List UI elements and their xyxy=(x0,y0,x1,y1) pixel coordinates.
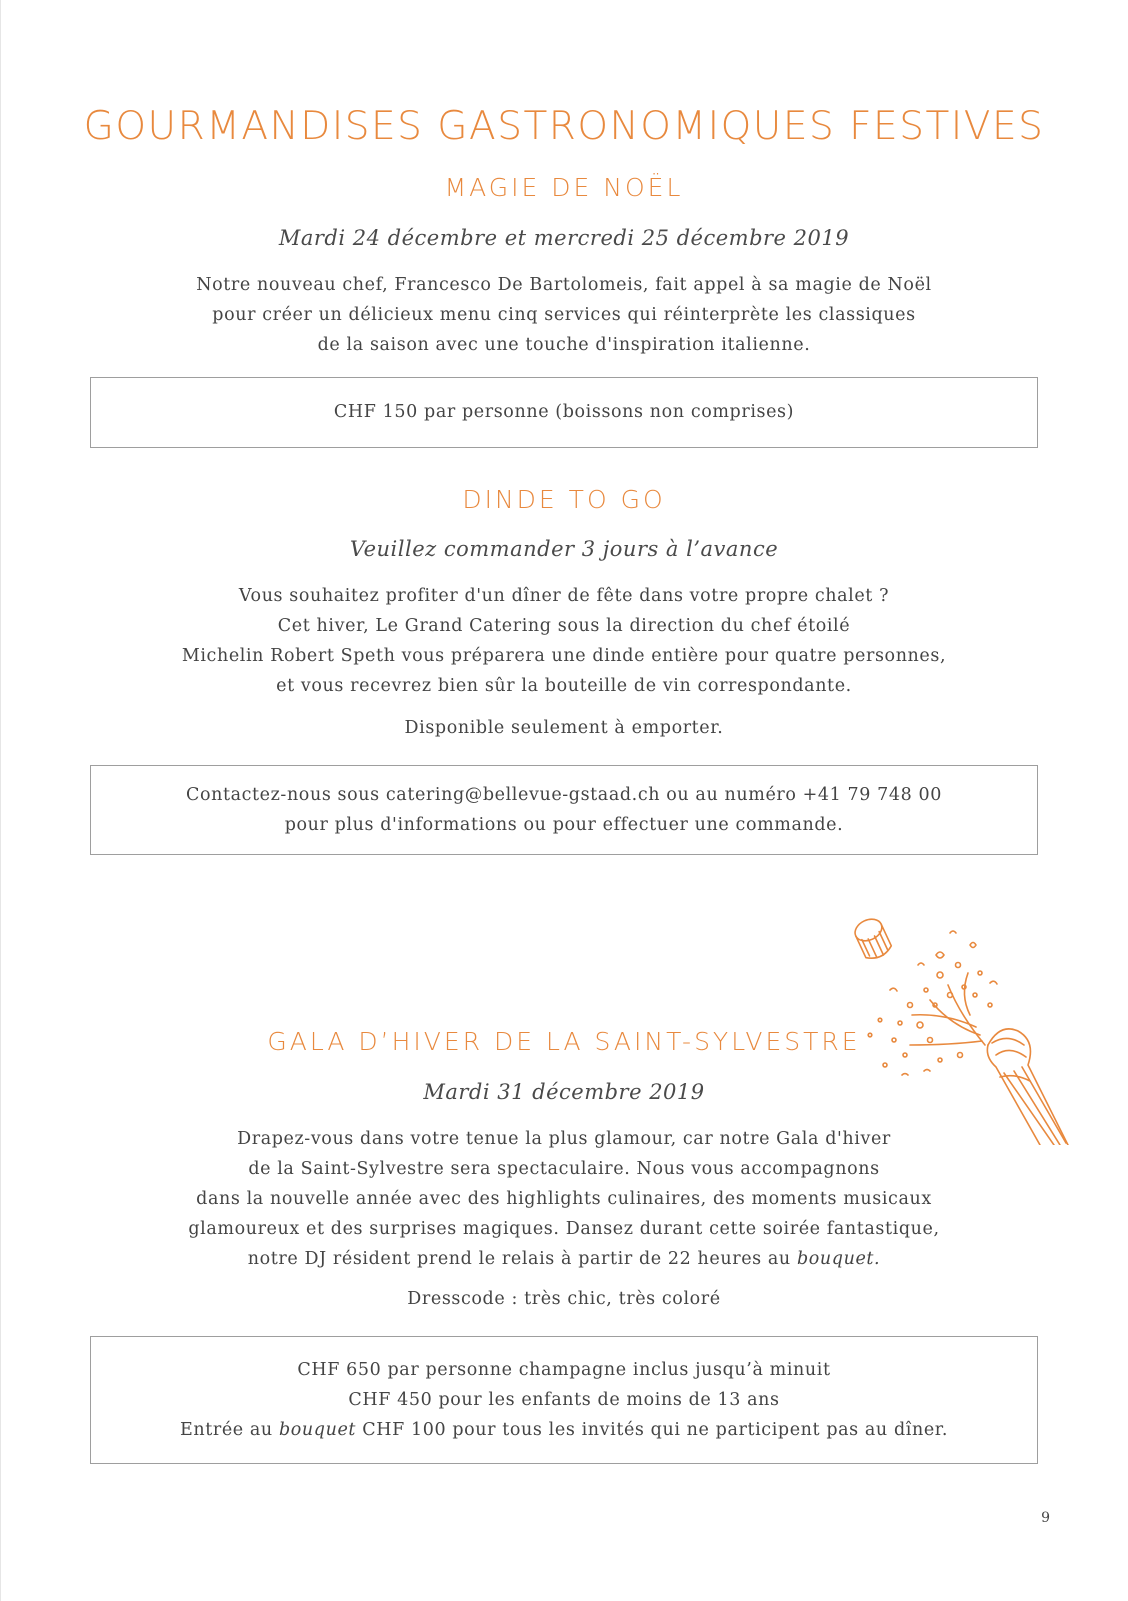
champagne-bottle-popping-icon xyxy=(840,895,1095,1145)
noel-body-line: Notre nouveau chef, Francesco De Bartolomeis, fait appel à sa magie de Noël xyxy=(196,275,932,295)
gala-price-line: CHF 650 par personne champagne inclus jusqu’à minuit xyxy=(297,1360,831,1380)
gala-body-line-last xyxy=(0,1244,1128,1274)
noel-body-line: pour créer un délicieux menu cinq services qui réinterprète les classiques xyxy=(212,305,916,325)
gala-body-line: glamoureux et des surprises magiques. Dansez durant cette soirée fantastique, xyxy=(188,1219,940,1239)
gala-price-line3-prefix: Entrée au xyxy=(179,1420,279,1440)
noel-heading: MAGIE DE NOËL xyxy=(444,173,684,202)
dinde-body-line: et vous recevrez bien sûr la bouteille de vin correspondante. xyxy=(276,676,852,696)
dinde-subtitle: Veuillez commander 3 jours à l’avance xyxy=(349,537,779,561)
gala-price-line: CHF 450 pour les enfants de moins de 13 ans xyxy=(348,1390,780,1410)
gala-price-line3-suffix: CHF 100 pour tous les invités qui ne participent pas au dîner. xyxy=(356,1420,949,1440)
dinde-description xyxy=(0,581,1128,701)
gala-body-line: de la Saint-Sylvestre sera spectaculaire. Nous vous accompagnons xyxy=(248,1159,880,1179)
dinde-contact-box xyxy=(90,765,1038,855)
dinde-contact-line: pour plus d'informations ou pour effectuer une commande. xyxy=(284,815,844,835)
gala-body-last-em: bouquet. xyxy=(796,1249,881,1269)
gala-body-last-text: notre DJ résident prend le relais à partir de 22 heures au xyxy=(247,1249,797,1269)
gala-price-line3-em: bouquet xyxy=(278,1420,357,1440)
gala-body-line: dans la nouvelle année avec des highlights culinaires, des moments musicaux xyxy=(196,1189,932,1209)
gala-body-line: Drapez-vous dans votre tenue la plus glamour, car notre Gala d'hiver xyxy=(237,1129,891,1149)
dinde-heading: DINDE TO GO xyxy=(462,485,666,514)
dinde-body-line: Vous souhaitez profiter d'un dîner de fête dans votre propre chalet ? xyxy=(238,586,890,606)
gala-description xyxy=(0,1124,1128,1274)
noel-date: Mardi 24 décembre et mercredi 25 décembre 2019 xyxy=(278,226,850,250)
page-title: GOURMANDISES GASTRONOMIQUES FESTIVES xyxy=(83,104,1045,149)
gala-heading: GALA D’HIVER DE LA SAINT-SYLVESTRE xyxy=(267,1027,861,1056)
page-number: 9 xyxy=(1041,1510,1050,1526)
dinde-body-line: Michelin Robert Speth vous préparera une dinde entière pour quatre personnes, xyxy=(181,646,947,666)
gala-price-box xyxy=(90,1336,1038,1464)
gala-date: Mardi 31 décembre 2019 xyxy=(423,1080,705,1104)
gala-price-line xyxy=(91,1415,1037,1445)
dinde-note: Disponible seulement à emporter. xyxy=(404,718,724,738)
noel-body-line: de la saison avec une touche d'inspiration italienne. xyxy=(317,335,811,355)
dinde-body-line: Cet hiver, Le Grand Catering sous la direction du chef étoilé xyxy=(277,616,851,636)
noel-description xyxy=(0,270,1128,360)
dinde-contact-line: Contactez-nous sous catering@bellevue-gstaad.ch ou au numéro +41 79 748 00 xyxy=(185,785,943,805)
noel-price-box xyxy=(90,377,1038,448)
noel-price: CHF 150 par personne (boissons non comprises) xyxy=(333,402,795,422)
gala-dresscode: Dresscode : très chic, très coloré xyxy=(407,1289,721,1309)
